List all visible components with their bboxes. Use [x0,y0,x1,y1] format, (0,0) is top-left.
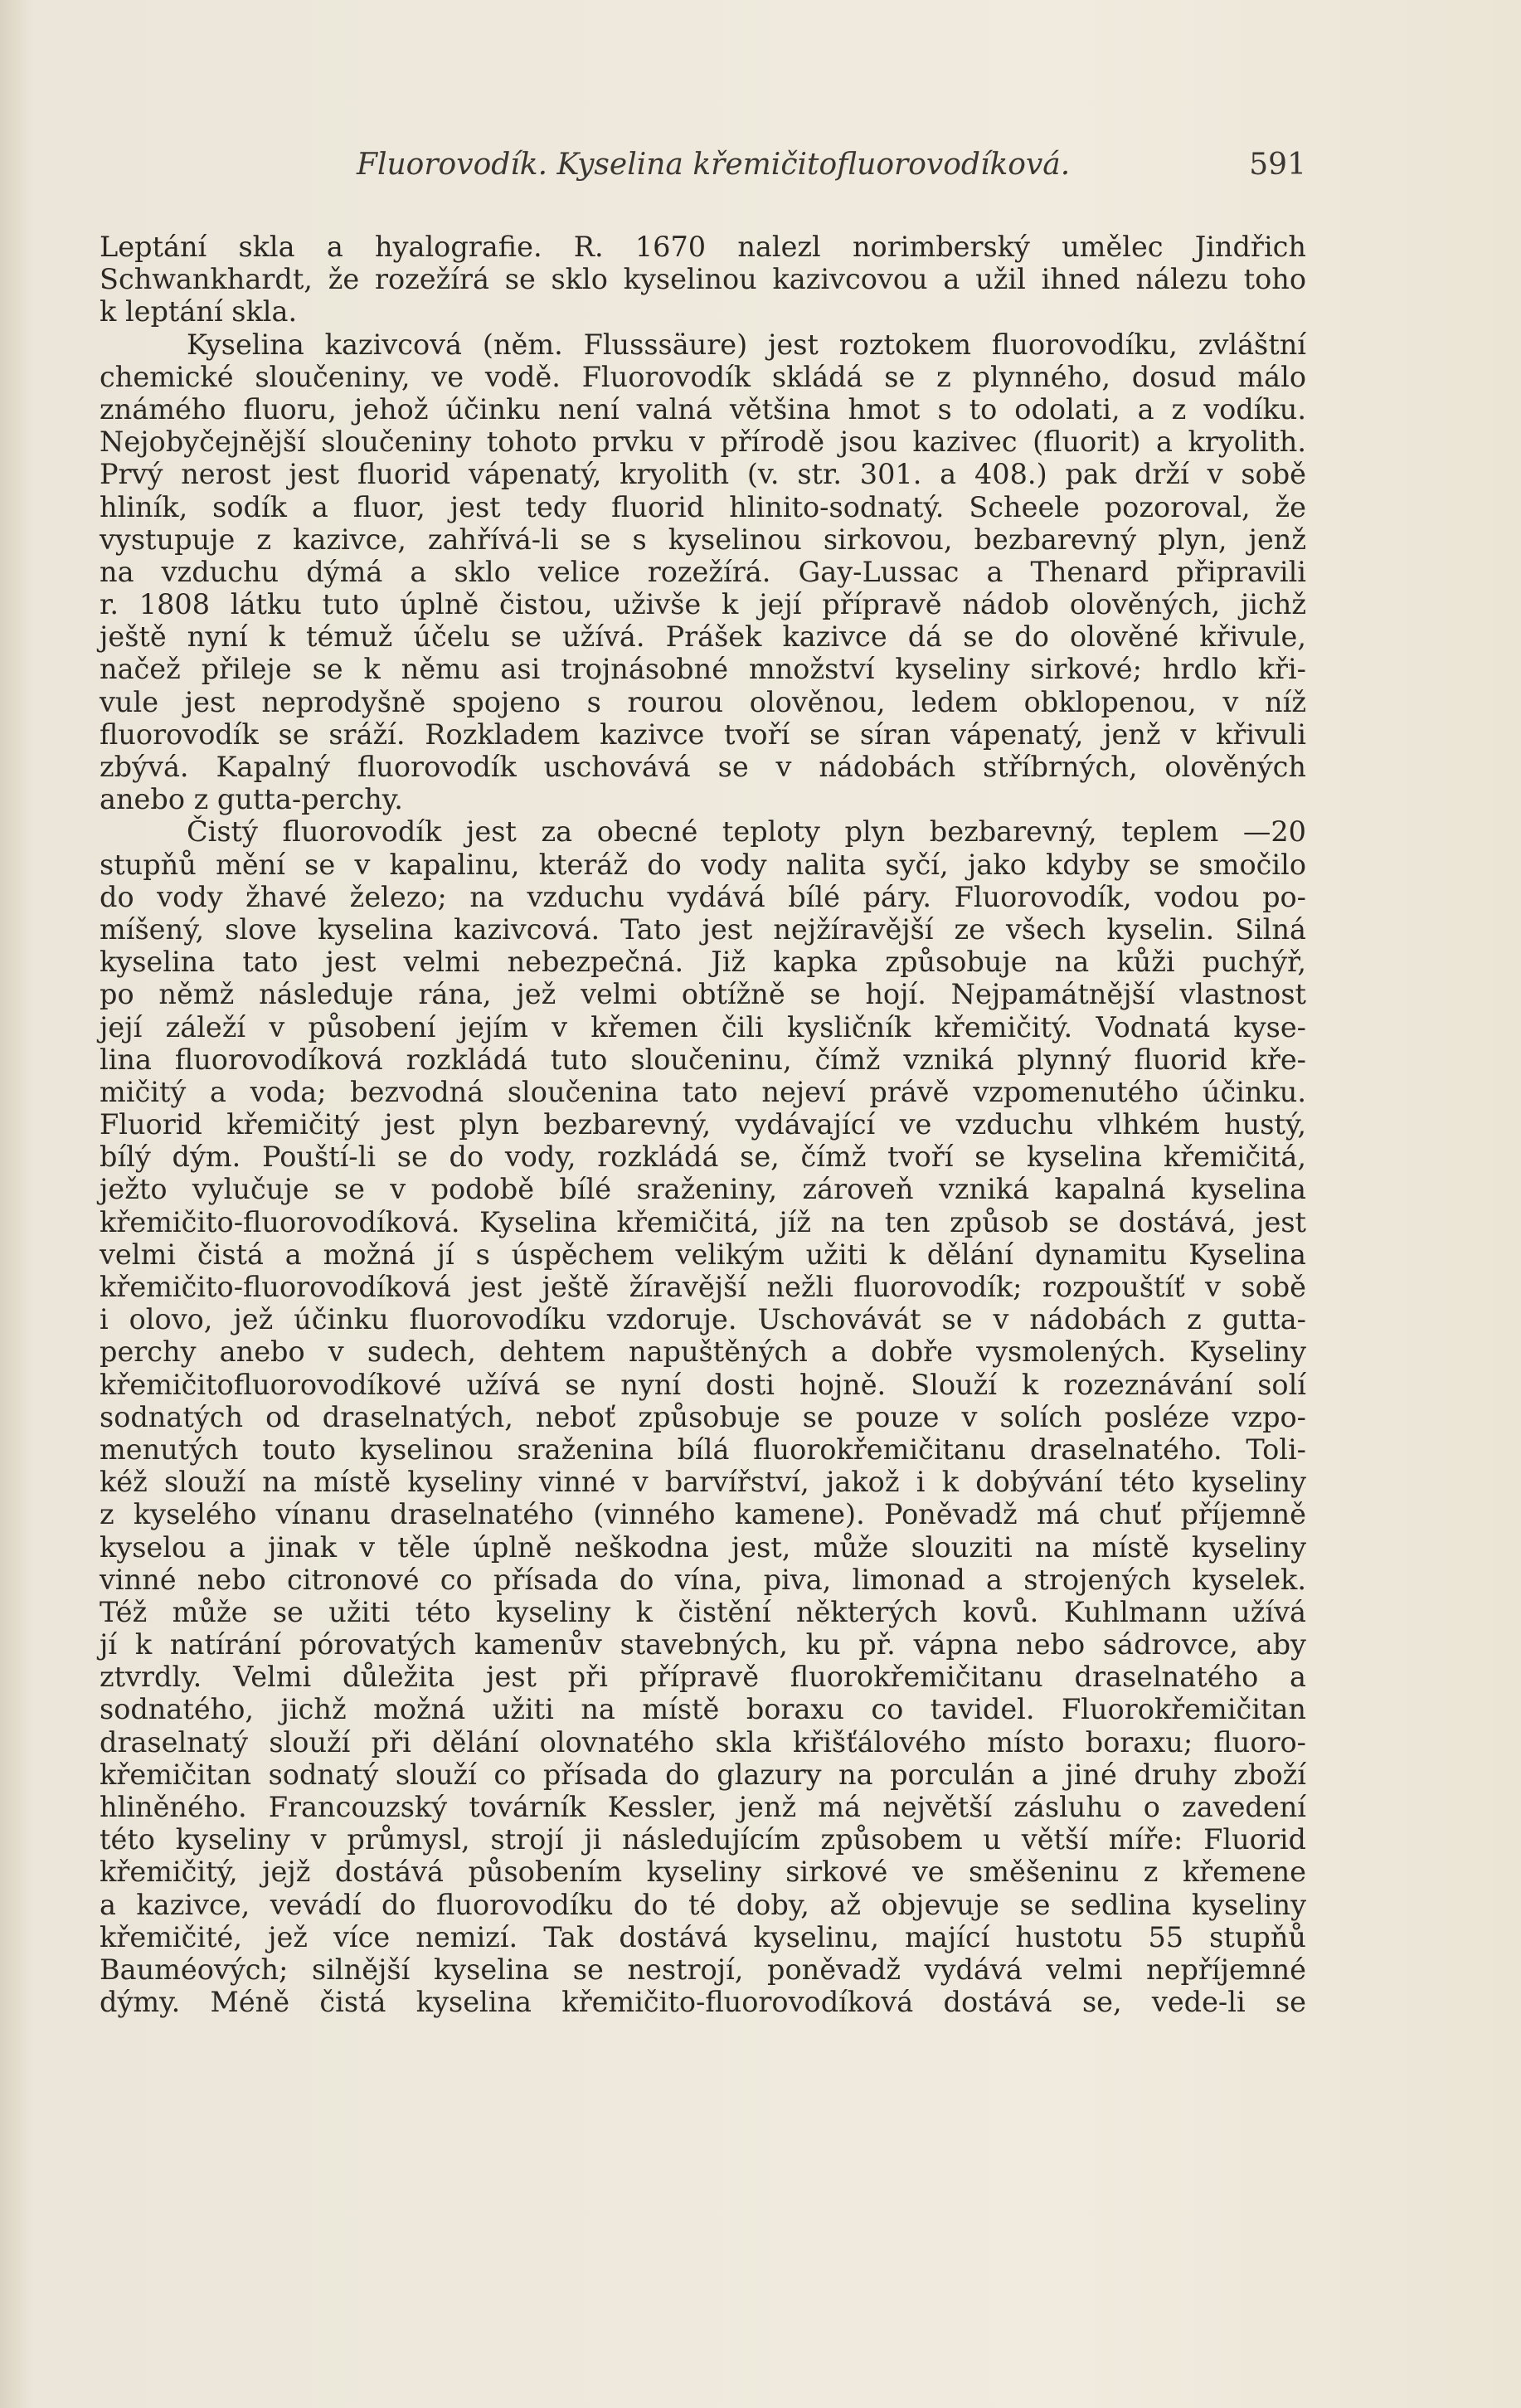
text-line: menutých touto kyselinou sraženina bílá fluorokřemičitanu draselnatého. Toli- [100,1433,1306,1466]
text-line: k leptání skla. [100,295,298,328]
text-line: jí k natírání pórovatých kamenův stavebných, ku př. vápna nebo sádrovce, aby [100,1628,1306,1661]
text-line: i olovo, jež účinku fluorovodíku vzdoruje. Uschovávát se v nádobách z gutta- [100,1303,1306,1336]
text-line: křemičitofluorovodíkové užívá se nyní dosti hojně. Slouží k rozeznávání solí [100,1368,1306,1401]
text-line: Nejobyčejnější sloučeniny tohoto prvku v přírodě jsou kazivec (fluorit) a kryolith. [100,426,1306,459]
text-line: Kyselina kazivcová (něm. Flusssäure) jest roztokem fluorovodíku, zvláštní [187,328,1306,361]
text-line: křemičité, jež více nemizí. Tak dostává kyselinu, mající hustotu 55 stupňů [100,1920,1306,1953]
text-line: této kyseliny v průmysl, strojí ji následujícím způsobem u větší míře: Fluorid [100,1823,1306,1856]
text-line: anebo z gutta-perchy. [100,783,403,816]
text-line: křemičitý, jejž dostává působením kyseliny sirkové ve směšeninu z křemene [100,1856,1306,1889]
text-line: mičitý a voda; bezvodná sloučenina tato nejeví právě vzpomenutého účinku. [100,1075,1306,1108]
text-line: hliník, sodík a fluor, jest tedy fluorid hlinito-sodnatý. Scheele pozoroval, že [100,490,1306,523]
text-line: Prvý nerost jest fluorid vápenatý, kryolith (v. str. 301. a 408.) pak drží v sobě [100,458,1306,491]
text-line: fluorovodík se sráží. Rozkladem kazivce tvoří se síran vápenatý, jenž v křivuli [100,718,1306,751]
text-line: ještě nyní k témuž účelu se užívá. Prášek kazivce dá se do olověné křivule, [100,620,1306,654]
text-line: stupňů mění se v kapalinu, kteráž do vody nalita syčí, jako kdyby se smočilo [100,848,1306,881]
text-line: z kyselého vínanu draselnatého (vinného kamene). Poněvadž má chuť příjemně [100,1498,1306,1531]
text-line: draselnatý slouží při dělání olovnatého skla křišťálového místo boraxu; fluoro- [100,1725,1306,1759]
text-line [100,2018,1306,2050]
text-line: dýmy. Méně čistá kyselina křemičito-fluorovodíková dostává se, vede-li se [100,1986,1306,2019]
running-head: Fluorovodík. Kyselina křemičitofluorovodíková. [357,148,1071,182]
text-line: lina fluorovodíková rozkládá tuto sloučeninu, čímž vzniká plynný fluorid kře- [100,1043,1306,1076]
text-line: křemičito-fluorovodíková jest ještě žíravější nežli fluorovodík; rozpouštíť v sobě [100,1271,1306,1303]
text-line: sodnatého, jichž možná užiti na místě boraxu co tavidel. Fluorokřemičitan [100,1693,1306,1726]
text-line: míšený, slove kyselina kazivcová. Tato jest nejžíravější ze všech kyselin. Silná [100,912,1306,946]
text-line: kyselou a jinak v těle úplně neškodna jest, může slouziti na místě kyseliny [100,1530,1306,1564]
text-line: její záleží v působení jejím v křemen čili kysličník křemičitý. Vodnatá kyse- [100,1010,1306,1043]
text-line: kyselina tato jest velmi nebezpečná. Již kapka způsobuje na kůži puchýř, [100,946,1306,979]
text-line: vystupuje z kazivce, zahřívá-li se s kyselinou sirkovou, bezbarevný plyn, jenž [100,523,1306,556]
text-line: Též může se užiti této kyseliny k čistění některých kovů. Kuhlmann užívá [100,1595,1306,1628]
text-line: bílý dým. Pouští-li se do vody, rozkládá se, čímž tvoří se kyselina křemičitá, [100,1141,1306,1174]
text-line: na vzduchu dýmá a sklo velice rozežírá. Gay-Lussac a Thenard připravili [100,555,1306,588]
text-line: Leptání skla a hyalografie. R. 1670 nalezl norimberský umělec Jindřich [100,231,1306,263]
text-line: hliněného. Francouzský továrník Kessler, jenž má největší zásluhu o zavedení [100,1791,1306,1823]
text-line: Schwankhardt, že rozežírá se sklo kyselinou kazivcovou a užil ihned nálezu toho [100,263,1306,296]
text-line: kéž slouží na místě kyseliny vinné v barvířství, jakož i k dobývání této kyseliny [100,1466,1306,1499]
text-line: Čistý fluorovodík jest za obecné teploty plyn bezbarevný, teplem —20 [187,815,1306,849]
page-number: 591 [1249,148,1306,182]
text-line: Bauméových; silnější kyselina se nestrojí, poněvadž vydává velmi nepříjemné [100,1953,1306,1986]
text-line: načež přileje se k němu asi trojnásobné množství kyseliny sirkové; hrdlo kři- [100,653,1306,686]
text-line: ztvrdly. Velmi důležita jest při přípravě fluorokřemičitanu draselnatého a [100,1661,1306,1694]
text-line: chemické sloučeniny, ve vodě. Fluorovodík skládá se z plynného, dosud málo [100,360,1306,393]
text-line: křemičito-fluorovodíková. Kyselina křemičitá, jíž na ten způsob se dostává, jest [100,1205,1306,1238]
text-line: do vody žhavé železo; na vzduchu vydává bílé páry. Fluorovodík, vodou po- [100,880,1306,913]
text-line: velmi čistá a možná jí s úspěchem velikým užiti k dělání dynamitu Kyselina [100,1238,1306,1271]
text-line: křemičitan sodnatý slouží co přísada do glazury na porculán a jiné druhy zboží [100,1758,1306,1791]
page-header [100,148,1306,197]
text-line: ježto vylučuje se v podobě bílé sraženiny, zároveň vzniká kapalná kyselina [100,1173,1306,1206]
text-line: vinné nebo citronové co přísada do vína, piva, limonad a strojených kyselek. [100,1563,1306,1596]
text-line: r. 1808 látku tuto úplně čistou, uživše k její přípravě nádob olověných, jichž [100,588,1306,621]
text-line: zbývá. Kapalný fluorovodík uschovává se v nádobách stříbrných, olověných [100,751,1306,783]
body-text [100,231,1306,2051]
text-line: sodnatých od draselnatých, neboť způsobuje se pouze v solích posléze vzpo- [100,1400,1306,1433]
text-line: vule jest neprodyšně spojeno s rourou olověnou, ledem obklopenou, v níž [100,685,1306,718]
text-line: a kazivce, vevádí do fluorovodíku do té doby, až objevuje se sedlina kyseliny [100,1888,1306,1921]
text-line: perchy anebo v sudech, dehtem napuštěných a dobře vysmolených. Kyseliny [100,1335,1306,1369]
text-line: po němž následuje rána, jež velmi obtížně se hojí. Nejpamátnější vlastnost [100,978,1306,1011]
text-line: Fluorid křemičitý jest plyn bezbarevný, vydávající ve vzduchu vlhkém hustý, [100,1108,1306,1141]
text-line: známého fluoru, jehož účinku není valná většina hmot s to odolati, a z vodíku. [100,392,1306,426]
